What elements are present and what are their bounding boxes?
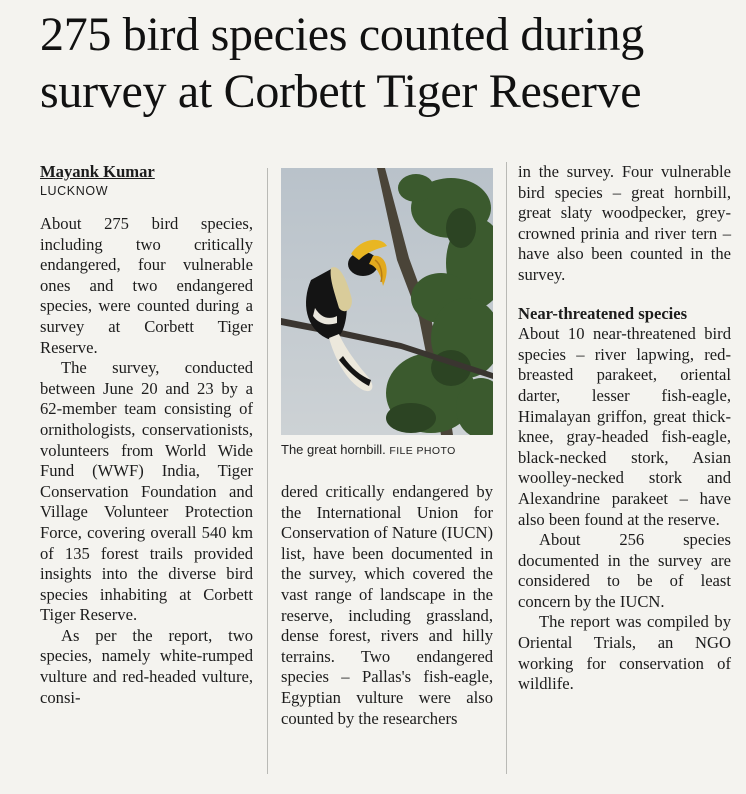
caption-text: The great hornbill.: [281, 442, 386, 457]
article-column-3: [518, 162, 731, 695]
paragraph-survey: The survey, conducted between June 20 and 23 by a 62-member team consisting of ornithologists, conservationists, volunteers from World Wide Fund (WWF) India, Tiger Conservation Foundation and Village Volunteer Protection Force, covering overall 540 km of 135 forest trails provided insights into the diverse bird species inhabiting at Corbett Tiger Reserve.: [40, 358, 253, 625]
byline: Mayank Kumar: [40, 162, 155, 181]
subheading-near-threatened: Near-threatened species: [518, 303, 688, 323]
paragraph-intro: About 275 bird species, including two critically endangered, four vulnerable ones and two endangered species, were counted during a survey at Corbett Tiger Reserve.: [40, 214, 253, 357]
article-column-1: [40, 162, 253, 708]
photo-credit: FILE PHOTO: [389, 445, 456, 457]
paragraph-vulnerable: in the survey. Four vulnerable bird species – great hornbill, great slaty woodpecker, grey-crowned prinia and river tern – have also been counted in the survey.: [518, 162, 731, 284]
paragraph-compiled: The report was compiled by Oriental Trials, an NGO working for conservation of wildlife.: [518, 612, 731, 694]
column-rule: [267, 168, 268, 774]
paragraph-near-threatened: About 10 near-threatened bird species – river lapwing, red-breasted parakeet, oriental darter, lesser fish-eagle, Himalayan griffon, great thick-knee, gray-headed fish-eagle, black-necked stork, Asian woolley-necked stork and Alexandrine parakeet – have also been found at the reserve.: [518, 324, 731, 529]
headline: 275 bird species counted during survey at Corbett Tiger Reserve: [40, 8, 644, 118]
dateline: LUCKNOW: [40, 184, 109, 198]
paragraph-report-start: As per the report, two species, namely white-rumped vulture and red-headed vulture, consi-: [40, 625, 253, 707]
paragraph-continued: dered critically endangered by the International Union for Conservation of Nature (IUCN) list, have been documented in the survey, which covered the vast range of landscape in the reserve, including grassland, dense forest, rivers and hilly terrains. Two endangered species – Pallas's fish-eagle, Egyptian vulture were also counted by the researchers: [281, 482, 493, 728]
article-column-2: [281, 482, 493, 729]
photo-caption: [281, 441, 493, 460]
hornbill-photo: [281, 168, 493, 435]
hornbill-illustration: [281, 168, 493, 435]
column-rule: [506, 162, 507, 774]
paragraph-least-concern: About 256 species documented in the survey are considered to be of least concern by the IUCN.: [518, 530, 731, 611]
